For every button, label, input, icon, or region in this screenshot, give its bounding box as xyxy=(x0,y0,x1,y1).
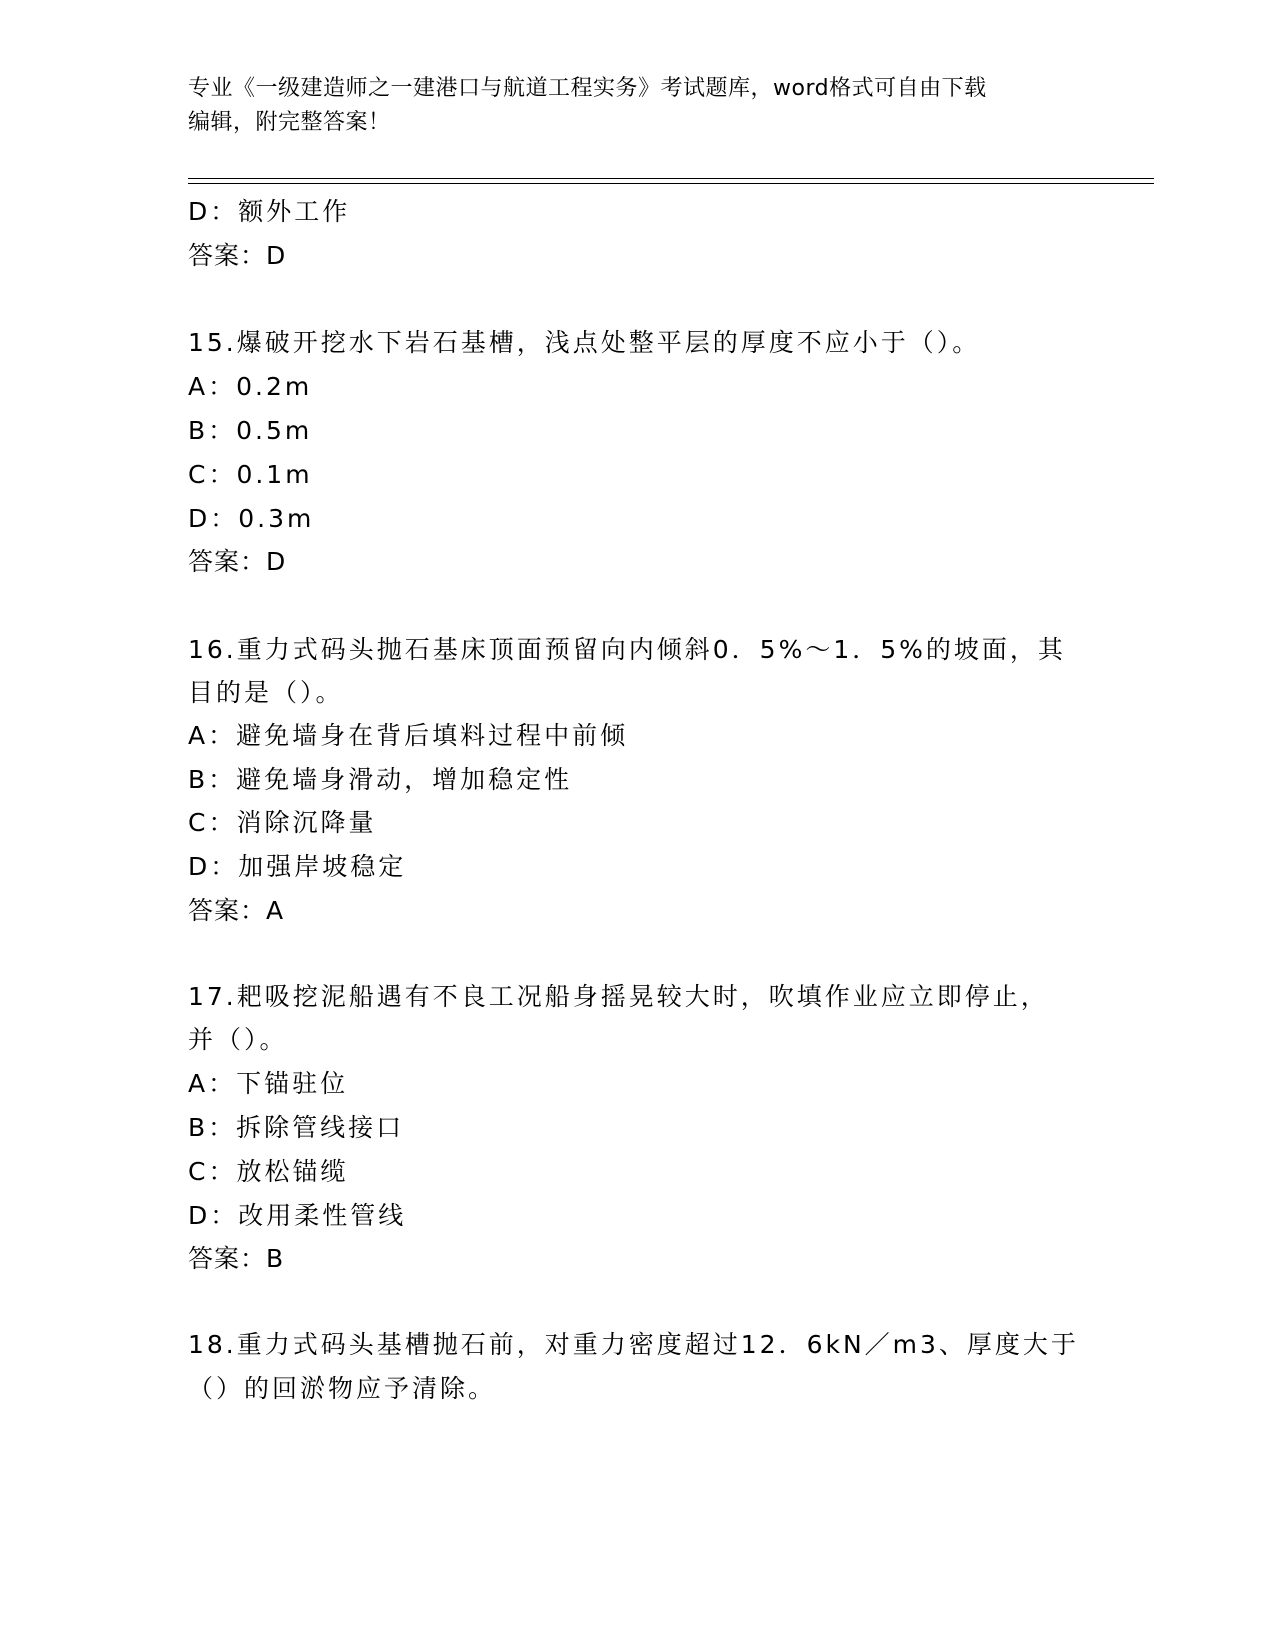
q17-option-d: D：改用柔性管线 xyxy=(188,1201,407,1230)
q16-answer: 答案：A xyxy=(188,896,285,925)
prev-option-d: D：额外工作 xyxy=(188,197,351,226)
q15-option-a: A：0.2m xyxy=(188,372,313,401)
header-line-2: 编辑，附完整答案！ xyxy=(188,110,391,135)
q17-option-c: C：放松锚缆 xyxy=(188,1157,349,1186)
q15-option-c: C：0.1m xyxy=(188,460,313,489)
q18-stem-line-2: （）的回淤物应予清除。 xyxy=(188,1374,497,1403)
document-header xyxy=(188,72,1088,140)
q16-option-a: A：避免墙身在背后填料过程中前倾 xyxy=(188,721,629,750)
q18-stem-line-1: 18.重力式码头基槽抛石前，对重力密度超过12．6kN／m3、厚度大于 xyxy=(188,1330,1079,1359)
q16-option-c: C：消除沉降量 xyxy=(188,808,377,837)
q16-stem-line-1: 16.重力式码头抛石基床顶面预留向内倾斜0．5%～1．5%的坡面，其 xyxy=(188,635,1066,664)
q16-stem-line-2: 目的是（）。 xyxy=(188,678,344,707)
q16-option-d: D：加强岸坡稳定 xyxy=(188,852,407,881)
prev-answer: 答案：D xyxy=(188,241,287,270)
q17-option-a: A：下锚驻位 xyxy=(188,1069,349,1098)
q17-option-b: B：拆除管线接口 xyxy=(188,1113,405,1142)
q17-stem-line-1: 17.耙吸挖泥船遇有不良工况船身摇晃较大时，吹填作业应立即停止， xyxy=(188,982,1049,1011)
header-line-1: 专业《一级建造师之一建港口与航道工程实务》考试题库，word格式可自由下载 xyxy=(188,76,987,101)
q15-option-d: D：0.3m xyxy=(188,504,315,533)
q16-option-b: B：避免墙身滑动，增加稳定性 xyxy=(188,765,573,794)
q15-stem: 15.爆破开挖水下岩石基槽，浅点处整平层的厚度不应小于（）。 xyxy=(188,328,981,357)
header-divider xyxy=(188,178,1154,184)
q17-stem-line-2: 并（）。 xyxy=(188,1025,288,1054)
q15-answer: 答案：D xyxy=(188,547,287,576)
q15-option-b: B：0.5m xyxy=(188,416,313,445)
q17-answer: 答案：B xyxy=(188,1244,285,1273)
